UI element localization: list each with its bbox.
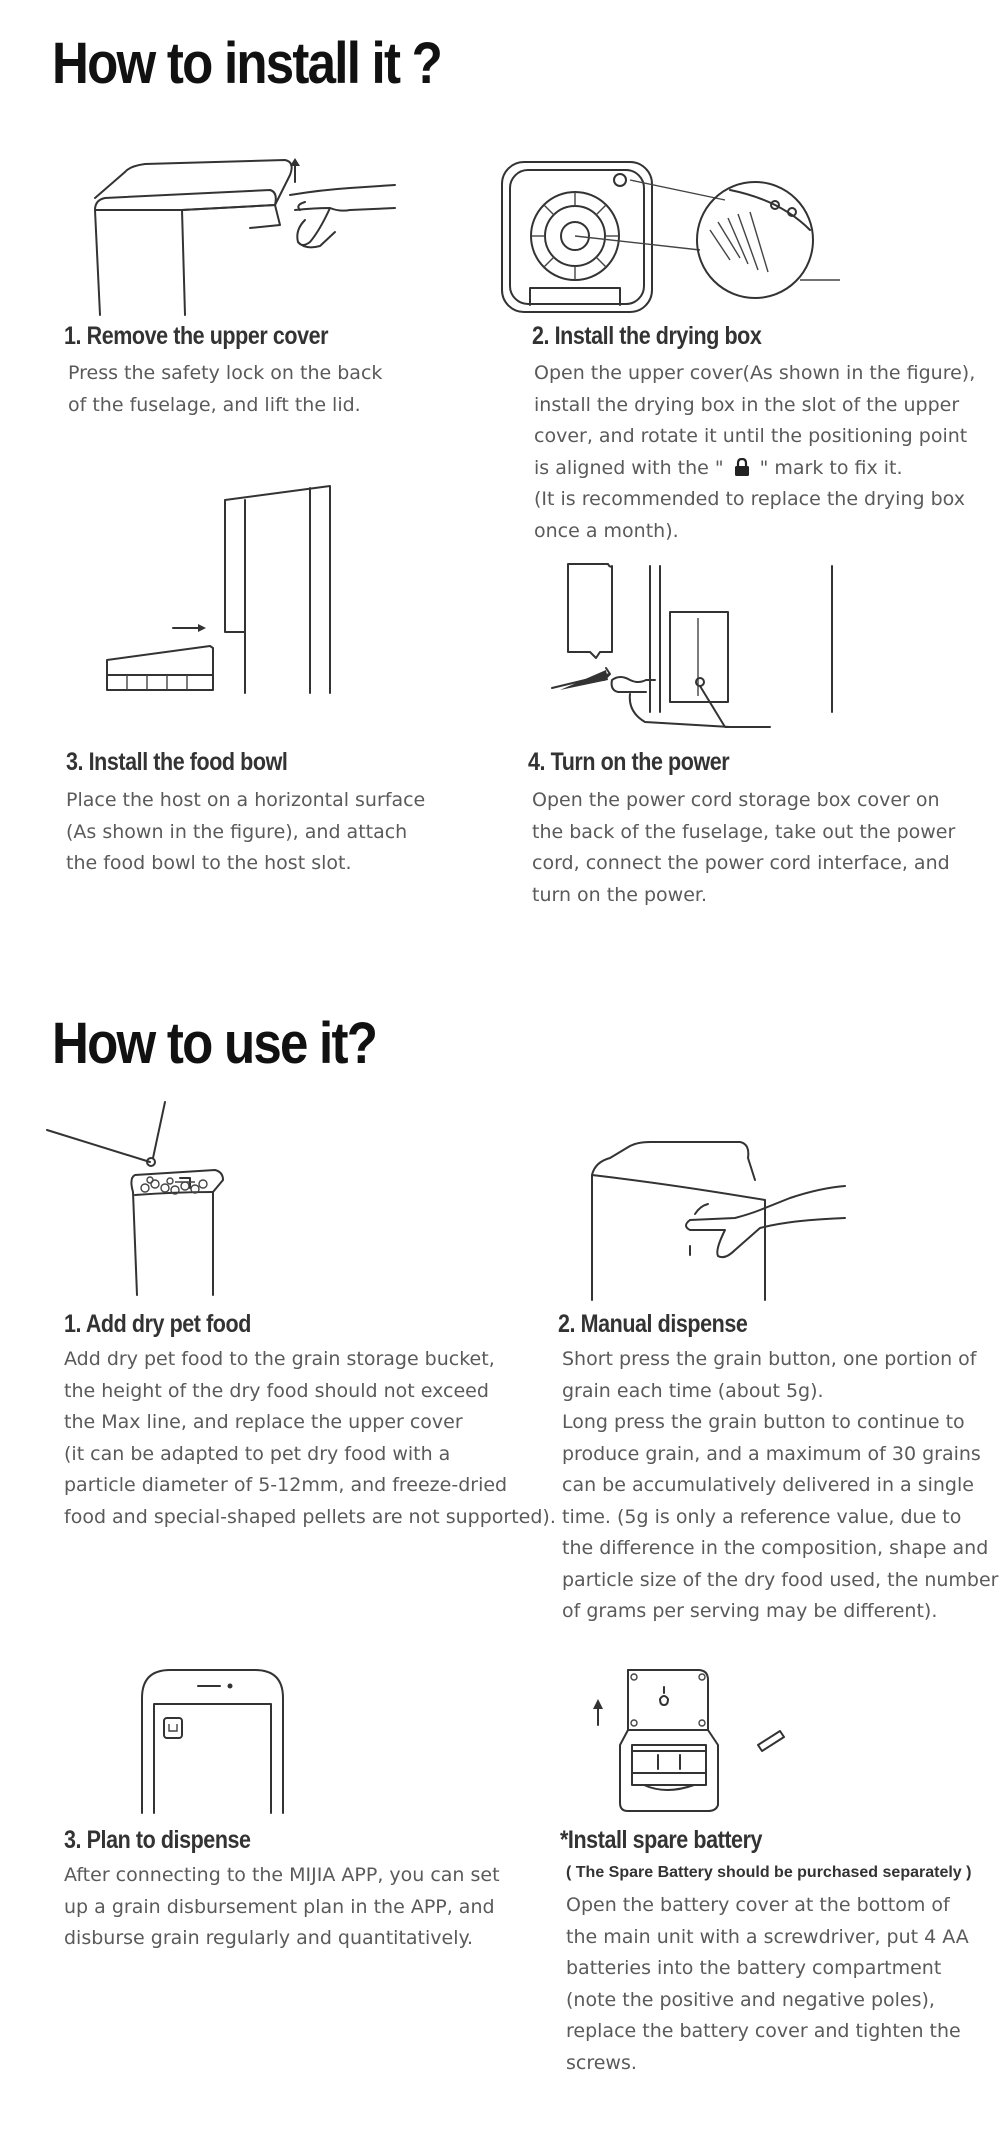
install-step-1-title: 1. Remove the upper cover <box>64 322 329 350</box>
text-line: of grams per serving may be different). <box>562 1600 938 1622</box>
text-line-with-lock <box>534 453 975 485</box>
text-line: (it can be adapted to pet dry food with a <box>64 1442 451 1465</box>
install-step-4-text <box>532 785 955 911</box>
use-step-4-title: *Install spare battery <box>560 1826 763 1854</box>
text-line: (It is recommended to replace the drying box <box>534 488 965 510</box>
food-bowl-illustration <box>105 480 345 695</box>
use-step-4-text <box>566 1890 969 2079</box>
text-line: produce grain, and a maximum of 30 grains <box>562 1442 981 1465</box>
power-cord-illustration <box>550 562 840 732</box>
text-line: Place the host on a horizontal surface <box>66 789 426 811</box>
text-line: time. (5g is only a reference value, due to <box>562 1505 962 1528</box>
text-line: turn on the power. <box>532 883 707 906</box>
text-line: the Max line, and replace the upper cover <box>64 1411 463 1433</box>
lock-icon <box>734 458 750 476</box>
use-step-2-title: 2. Manual dispense <box>558 1310 748 1338</box>
text-line: disburse grain regularly and quantitatively. <box>64 1927 474 1949</box>
use-step-3-title: 3. Plan to dispense <box>64 1826 251 1854</box>
drying-box-illustration <box>500 160 840 320</box>
install-step-2-text <box>534 358 975 547</box>
text-line: install the drying box in the slot of the upper <box>534 393 960 416</box>
use-step-2-text <box>562 1344 999 1628</box>
install-step-2-title: 2. Install the drying box <box>532 322 762 350</box>
install-step-1-text <box>68 358 382 421</box>
install-step-3-title: 3. Install the food bowl <box>66 748 288 776</box>
text-line: cover, and rotate it until the positioning point <box>534 425 968 447</box>
text-line: the main unit with a screwdriver, put 4 AA <box>566 1925 969 1948</box>
text-line: Long press the grain button to continue to <box>562 1411 965 1433</box>
text-line: the food bowl to the host slot. <box>66 852 352 874</box>
text-line: can be accumulatively delivered in a single <box>562 1474 974 1496</box>
text-line: After connecting to the MIJIA APP, you can set <box>64 1864 500 1886</box>
use-section-title: How to use it? <box>52 1011 377 1076</box>
text-line: Open the battery cover at the bottom of <box>566 1894 950 1916</box>
install-section-title: How to install it ? <box>52 31 442 96</box>
text-line: of the fuselage, and lift the lid. <box>68 393 361 416</box>
text-line: particle diameter of 5-12mm, and freeze-dried <box>64 1474 508 1496</box>
text-line: the difference in the composition, shape and <box>562 1537 989 1559</box>
text-line: once a month). <box>534 519 679 542</box>
text-line: batteries into the battery compartment <box>566 1957 942 1979</box>
text-line: screws. <box>566 2051 637 2074</box>
phone-app-illustration <box>140 1668 290 1813</box>
text-line: (note the positive and negative poles), <box>566 1988 935 2011</box>
text-line: replace the battery cover and tighten the <box>566 2020 961 2042</box>
text-line: grain each time (about 5g). <box>562 1379 824 1402</box>
use-step-1-title: 1. Add dry pet food <box>64 1310 251 1338</box>
text-line: Add dry pet food to the grain storage bucket, <box>64 1348 495 1370</box>
text-line: Open the power cord storage box cover on <box>532 789 940 811</box>
install-step-4-title: 4. Turn on the power <box>528 748 730 776</box>
install-step-3-text <box>66 785 425 880</box>
use-step-1-text <box>64 1344 556 1533</box>
text-line: the height of the dry food should not exceed <box>64 1379 489 1402</box>
spare-battery-note: ( The Spare Battery should be purchased separately ) <box>566 1864 972 1881</box>
add-food-illustration <box>45 1100 275 1295</box>
use-step-3-text <box>64 1860 500 1955</box>
battery-illustration <box>588 1665 788 1813</box>
text-line: the back of the fuselage, take out the power <box>532 820 956 843</box>
text-line: Press the safety lock on the back <box>68 362 383 384</box>
manual-dispense-illustration <box>590 1140 850 1300</box>
text-line: (As shown in the figure), and attach <box>66 820 408 843</box>
text-line: up a grain disbursement plan in the APP, and <box>64 1895 495 1918</box>
text-line: food and special-shaped pellets are not supported). <box>64 1505 556 1528</box>
text-fragment: " mark to fix it. <box>759 456 903 479</box>
text-fragment: is aligned with the " <box>534 456 724 479</box>
text-line: cord, connect the power cord interface, and <box>532 852 950 874</box>
remove-cover-illustration <box>90 150 410 315</box>
text-line: particle size of the dry food used, the number <box>562 1568 999 1591</box>
text-line: Short press the grain button, one portion of <box>562 1348 977 1370</box>
text-line: Open the upper cover(As shown in the figure), <box>534 362 976 384</box>
